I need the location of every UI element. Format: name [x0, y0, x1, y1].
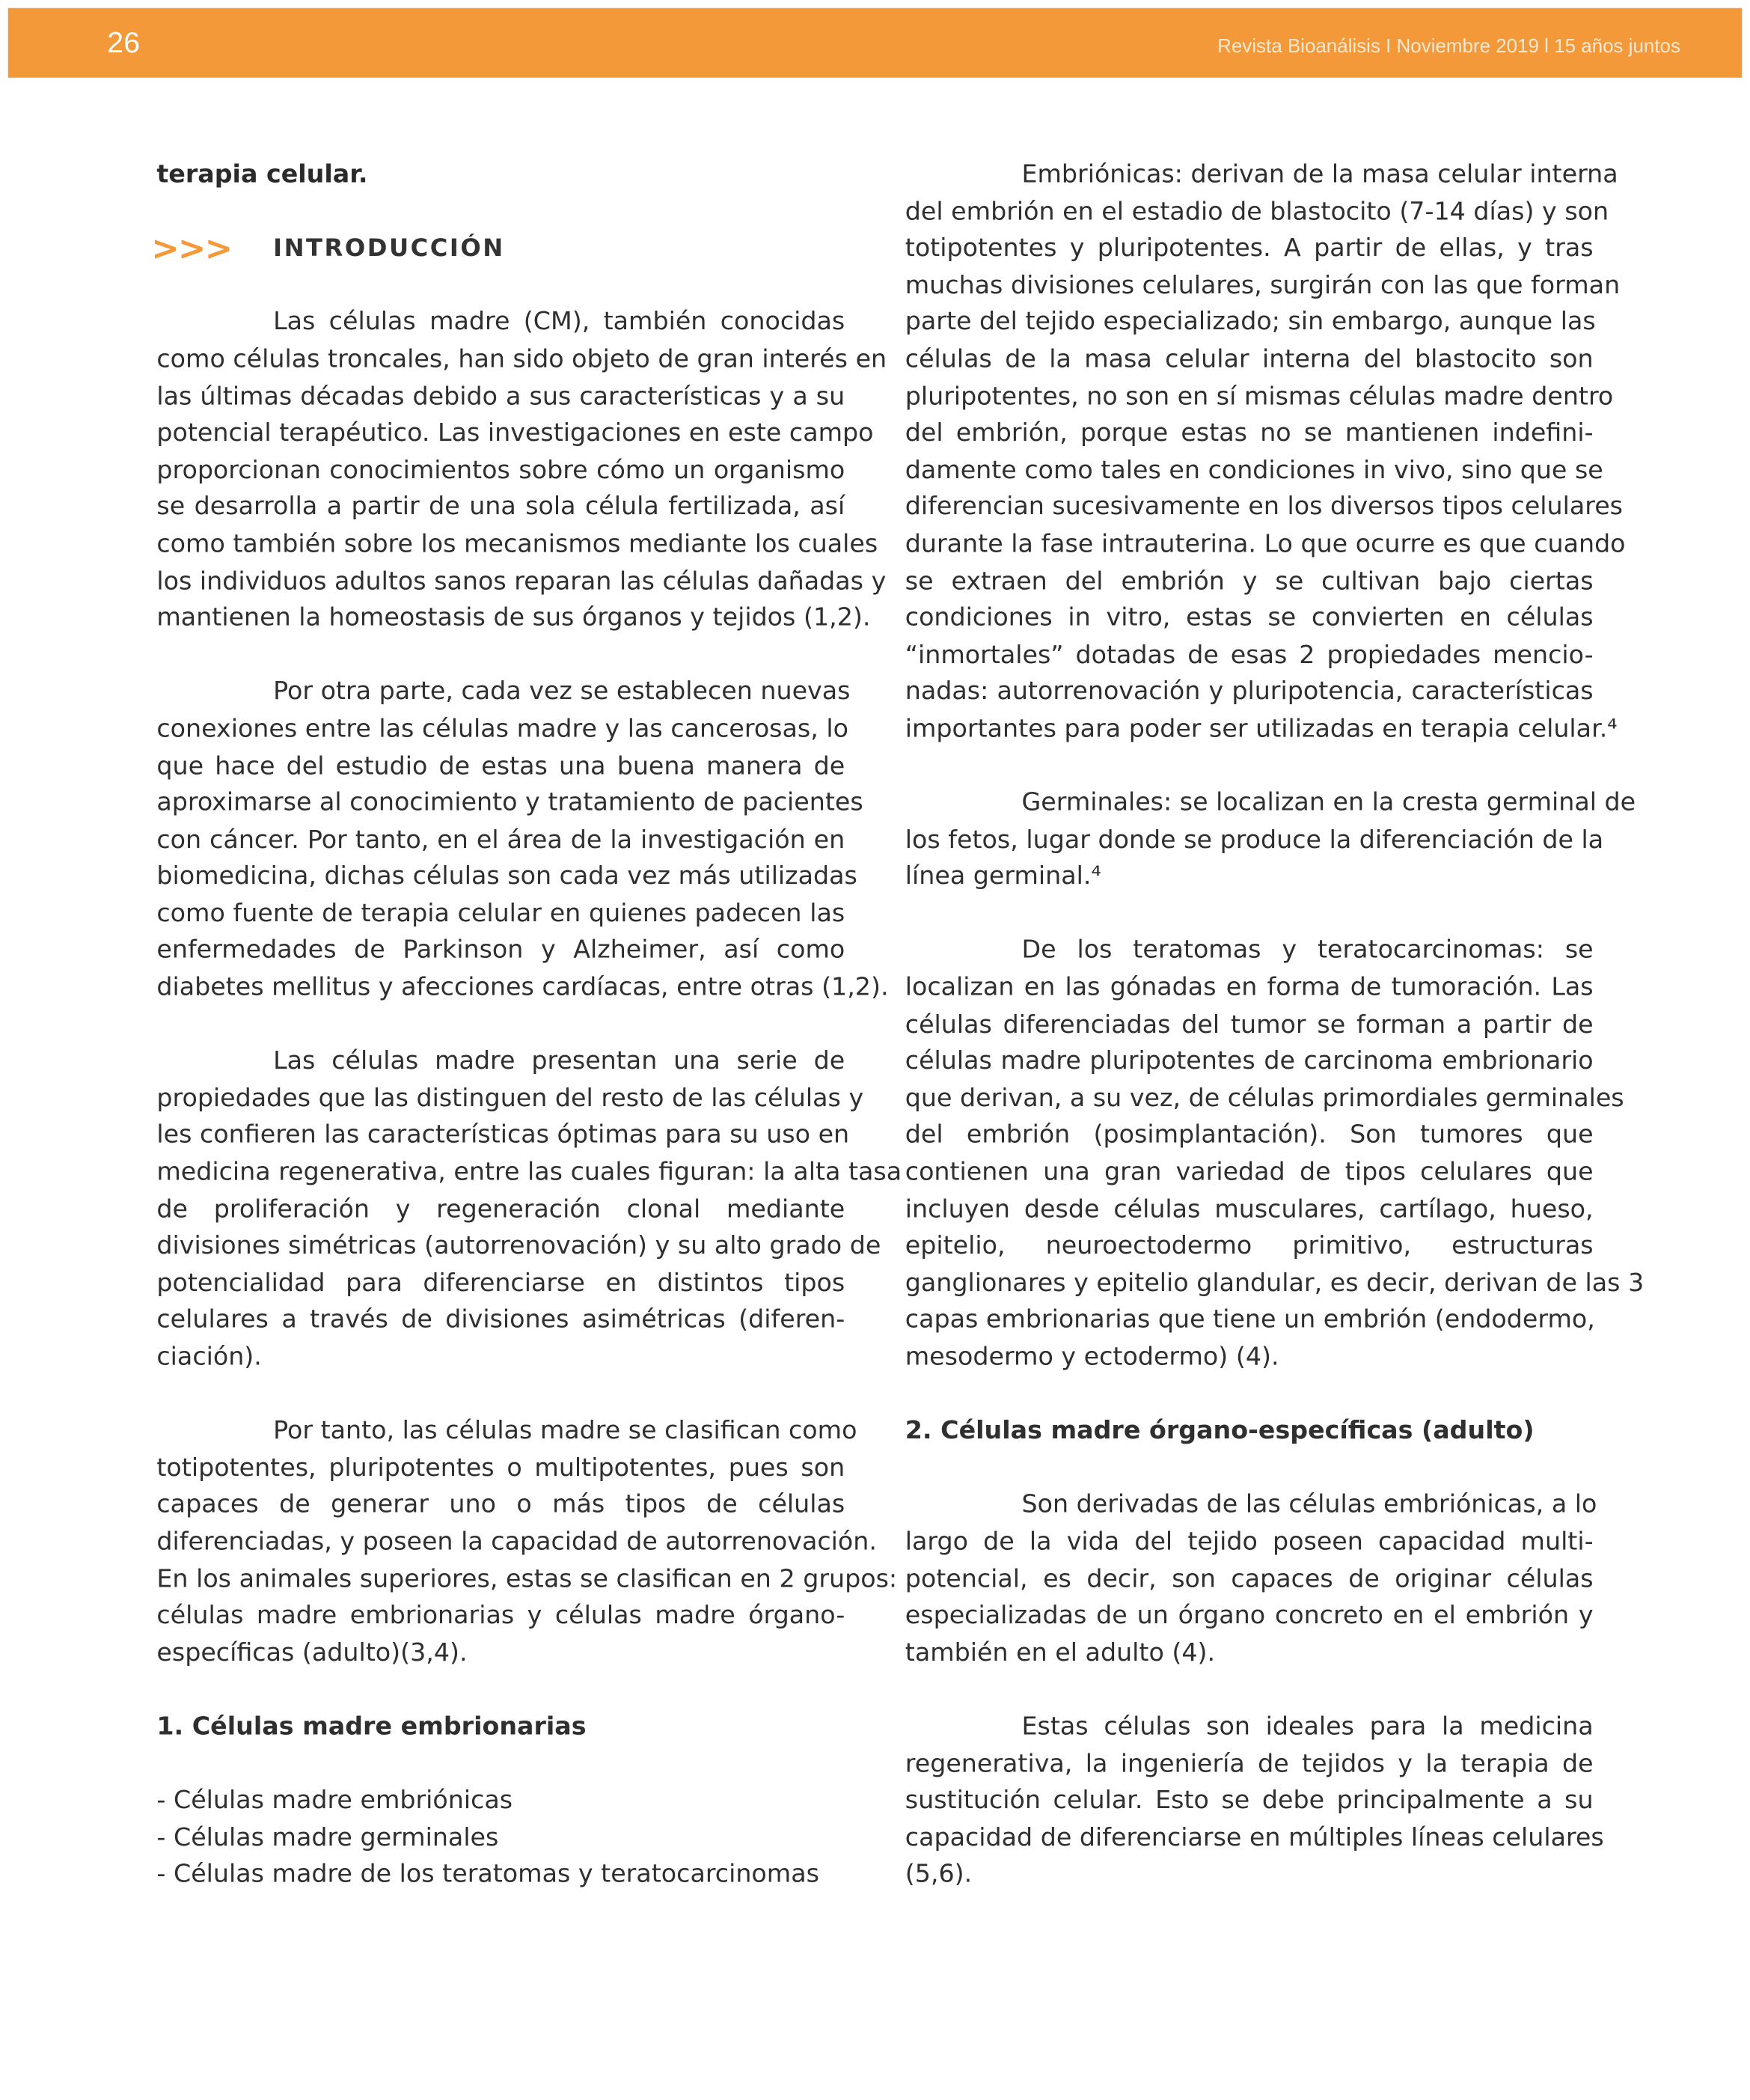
text-line: capas embrionarias que tiene un embrión (endodermo,	[905, 1306, 1595, 1335]
left-column	[151, 156, 902, 1893]
subheading-organo-especificas: 2. Células madre órgano-específicas (adulto)	[905, 1417, 1535, 1446]
text-line: pluripotentes, no son en sí mismas células madre dentro	[905, 382, 1614, 411]
text-line: conexiones entre las células madre y las cancerosas, lo	[156, 715, 849, 744]
text-line: también en el adulto (4).	[905, 1639, 1216, 1667]
spacer	[905, 748, 1594, 784]
right-column	[905, 156, 1645, 1893]
spacer	[156, 194, 845, 231]
text-line: capaces de generar uno o más tipos de células	[156, 1491, 845, 1520]
text-line: especializadas de un órgano concreto en el embrión y	[905, 1602, 1594, 1631]
paragraph	[905, 785, 1636, 896]
text-line: aproximarse al conocimiento y tratamiento de pacientes	[156, 789, 863, 817]
text-line: diabetes mellitus y afecciones cardíacas, entre otras (1,2).	[156, 974, 889, 1002]
text-line: mantienen la homeostasis de sus órganos y tejidos (1,2).	[156, 604, 871, 632]
paragraph	[905, 933, 1645, 1376]
section-heading	[151, 229, 845, 269]
subheading-embrionarias: 1. Células madre embrionarias	[156, 1712, 587, 1742]
text-line: del embrión, porque estas no se mantienen indefini-	[905, 419, 1594, 448]
paragraph	[156, 674, 889, 1007]
text-line: Por tanto, las células madre se clasifican como	[273, 1417, 857, 1446]
text-line: Por otra parte, cada vez se establecen nuevas	[273, 678, 851, 706]
spacer	[905, 1672, 1594, 1709]
spacer	[156, 1007, 845, 1043]
spacer	[156, 268, 845, 305]
text-line: incluyen desde células musculares, cartílago, hueso,	[905, 1195, 1594, 1224]
text-line: totipotentes y pluripotentes. A partir de ellas, y tras	[905, 234, 1594, 263]
text-line: parte del tejido especializado; sin embargo, aunque las	[905, 308, 1596, 337]
text-line: totipotentes, pluripotentes o multipotentes, pues son	[156, 1454, 845, 1483]
text-line: largo de la vida del tejido poseen capacidad multi-	[905, 1527, 1594, 1557]
text-line: que hace del estudio de estas una buena manera de	[156, 751, 845, 781]
text-line: las últimas décadas debido a sus características y a su	[156, 382, 845, 411]
text-line: (5,6).	[905, 1861, 973, 1889]
text-line: de proliferación y regeneración clonal mediante	[156, 1195, 845, 1224]
text-line: De los teratomas y teratocarcinomas: se	[1021, 936, 1594, 965]
spacer	[156, 1746, 845, 1783]
text-line: potencialidad para diferenciarse en distintos tipos	[156, 1269, 845, 1298]
text-line: como fuente de terapia celular en quienes padecen las	[156, 900, 845, 928]
list-item: - Células madre germinales	[156, 1823, 499, 1852]
page-number: 26	[107, 25, 140, 59]
paragraph	[905, 1487, 1597, 1672]
text-line: potencial, es decir, son capaces de originar células	[905, 1565, 1594, 1593]
text-line: los fetos, lugar donde se produce la diferenciación de la	[905, 825, 1604, 855]
text-line: “inmortales” dotadas de esas 2 propiedades mencio-	[905, 641, 1594, 670]
text-line: nadas: autorrenovación y pluripotencia, características	[905, 678, 1594, 706]
text-line: damente como tales en condiciones in vivo, sino que se	[905, 456, 1603, 485]
running-head: Revista Bioanálisis I Noviembre 2019 l 15 años juntos	[1217, 36, 1680, 58]
text-line: diferenciadas, y poseen la capacidad de autorrenovación.	[156, 1527, 877, 1557]
chevrons-icon: >>>	[151, 229, 232, 269]
text-line: localizan en las gónadas en forma de tumoración. Las	[905, 974, 1594, 1002]
text-line: Son derivadas de las células embriónicas, a lo	[1021, 1491, 1597, 1520]
text-line: medicina regenerativa, entre las cuales figuran: la alta tasa	[156, 1159, 902, 1187]
header-bar	[8, 8, 1743, 78]
text-line: mesodermo y ectodermo) (4).	[905, 1343, 1279, 1372]
paragraph	[156, 1413, 898, 1672]
text-line: proporcionan conocimientos sobre cómo un organismo	[156, 456, 845, 485]
list-item: - Células madre embriónicas	[156, 1786, 513, 1816]
text-line: ciación).	[156, 1343, 262, 1372]
paragraph	[156, 1044, 902, 1376]
section-continuation-title: terapia celular.	[156, 160, 368, 189]
text-line: se extraen del embrión y se cultivan bajo ciertas	[905, 567, 1594, 596]
text-line: divisiones simétricas (autorrenovación) y su alto grado de	[156, 1232, 881, 1261]
text-line: contienen una gran variedad de tipos celulares que	[905, 1159, 1594, 1187]
paragraph	[905, 1709, 1604, 1893]
text-line: regenerativa, la ingeniería de tejidos y la terapia de	[905, 1750, 1594, 1778]
text-line: línea germinal.⁴	[905, 863, 1101, 891]
text-line: condiciones in vitro, estas se convierten en células	[905, 604, 1594, 632]
text-line: propiedades que las distinguen del resto de las células y	[156, 1084, 864, 1113]
text-line: les confieren las características óptimas para su uso en	[156, 1121, 850, 1150]
text-line: células de la masa celular interna del blastocito son	[905, 345, 1594, 374]
spacer	[905, 1376, 1594, 1413]
spacer	[905, 896, 1594, 933]
text-line: diferencian sucesivamente en los diversos tipos celulares	[905, 493, 1624, 522]
spacer	[156, 637, 845, 674]
text-line: sustitución celular. Esto se debe principalmente a su	[905, 1786, 1594, 1816]
text-line: importantes para poder ser utilizadas en terapia celular.⁴	[905, 715, 1618, 744]
text-line: epitelio, neuroectodermo primitivo, estructuras	[905, 1232, 1594, 1261]
text-line: capacidad de diferenciarse en múltiples líneas celulares	[905, 1823, 1604, 1852]
text-line: biomedicina, dichas células son cada vez más utilizadas	[156, 863, 857, 891]
list-item: - Células madre de los teratomas y teratocarcinomas	[156, 1861, 819, 1889]
text-line: células madre embrionarias y células madre órgano-	[156, 1602, 845, 1631]
paragraph	[905, 156, 1626, 748]
text-line: durante la fase intrauterina. Lo que ocurre es que cuando	[905, 530, 1626, 559]
text-line: del embrión (posimplantación). Son tumores que	[905, 1121, 1594, 1150]
text-line: Las células madre (CM), también conocidas	[273, 308, 845, 337]
text-line: como también sobre los mecanismos mediante los cuales	[156, 530, 878, 559]
text-line: se desarrolla a partir de una sola célula fertilizada, así	[156, 493, 845, 522]
text-line: como células troncales, han sido objeto de gran interés en	[156, 345, 887, 374]
text-line: células diferenciadas del tumor se forman a partir de	[905, 1010, 1594, 1040]
text-line: Germinales: se localizan en la cresta germinal de	[1021, 789, 1636, 817]
text-line: Las células madre presentan una serie de	[273, 1047, 845, 1076]
text-line: células madre pluripotentes de carcinoma embrionario	[905, 1047, 1594, 1076]
text-line: ganglionares y epitelio glandular, es decir, derivan de las 3	[905, 1269, 1645, 1298]
text-line: con cáncer. Por tanto, en el área de la investigación en	[156, 825, 845, 855]
spacer	[156, 1376, 845, 1413]
text-line: del embrión en el estadio de blastocito (7-14 días) y son	[905, 198, 1609, 226]
spacer	[905, 1450, 1594, 1487]
heading-introduccion: INTRODUCCIÓN	[273, 234, 505, 263]
text-line: enfermedades de Parkinson y Alzheimer, así como	[156, 936, 845, 965]
paragraph	[156, 305, 887, 637]
text-line: celulares a través de divisiones asimétricas (diferen-	[156, 1306, 845, 1335]
text-line: Estas células son ideales para la medicina	[1021, 1712, 1594, 1742]
text-line: los individuos adultos sanos reparan las células dañadas y	[156, 567, 887, 596]
text-line: específicas (adulto)(3,4).	[156, 1639, 468, 1667]
spacer	[156, 1672, 845, 1709]
text-line: En los animales superiores, estas se clasifican en 2 grupos:	[156, 1565, 898, 1593]
text-line: muchas divisiones celulares, surgirán con las que forman	[905, 271, 1621, 300]
text-line: potencial terapéutico. Las investigaciones en este campo	[156, 419, 874, 448]
text-line: que derivan, a su vez, de células primordiales germinales	[905, 1084, 1624, 1113]
text-line: Embriónicas: derivan de la masa celular interna	[1021, 160, 1618, 189]
